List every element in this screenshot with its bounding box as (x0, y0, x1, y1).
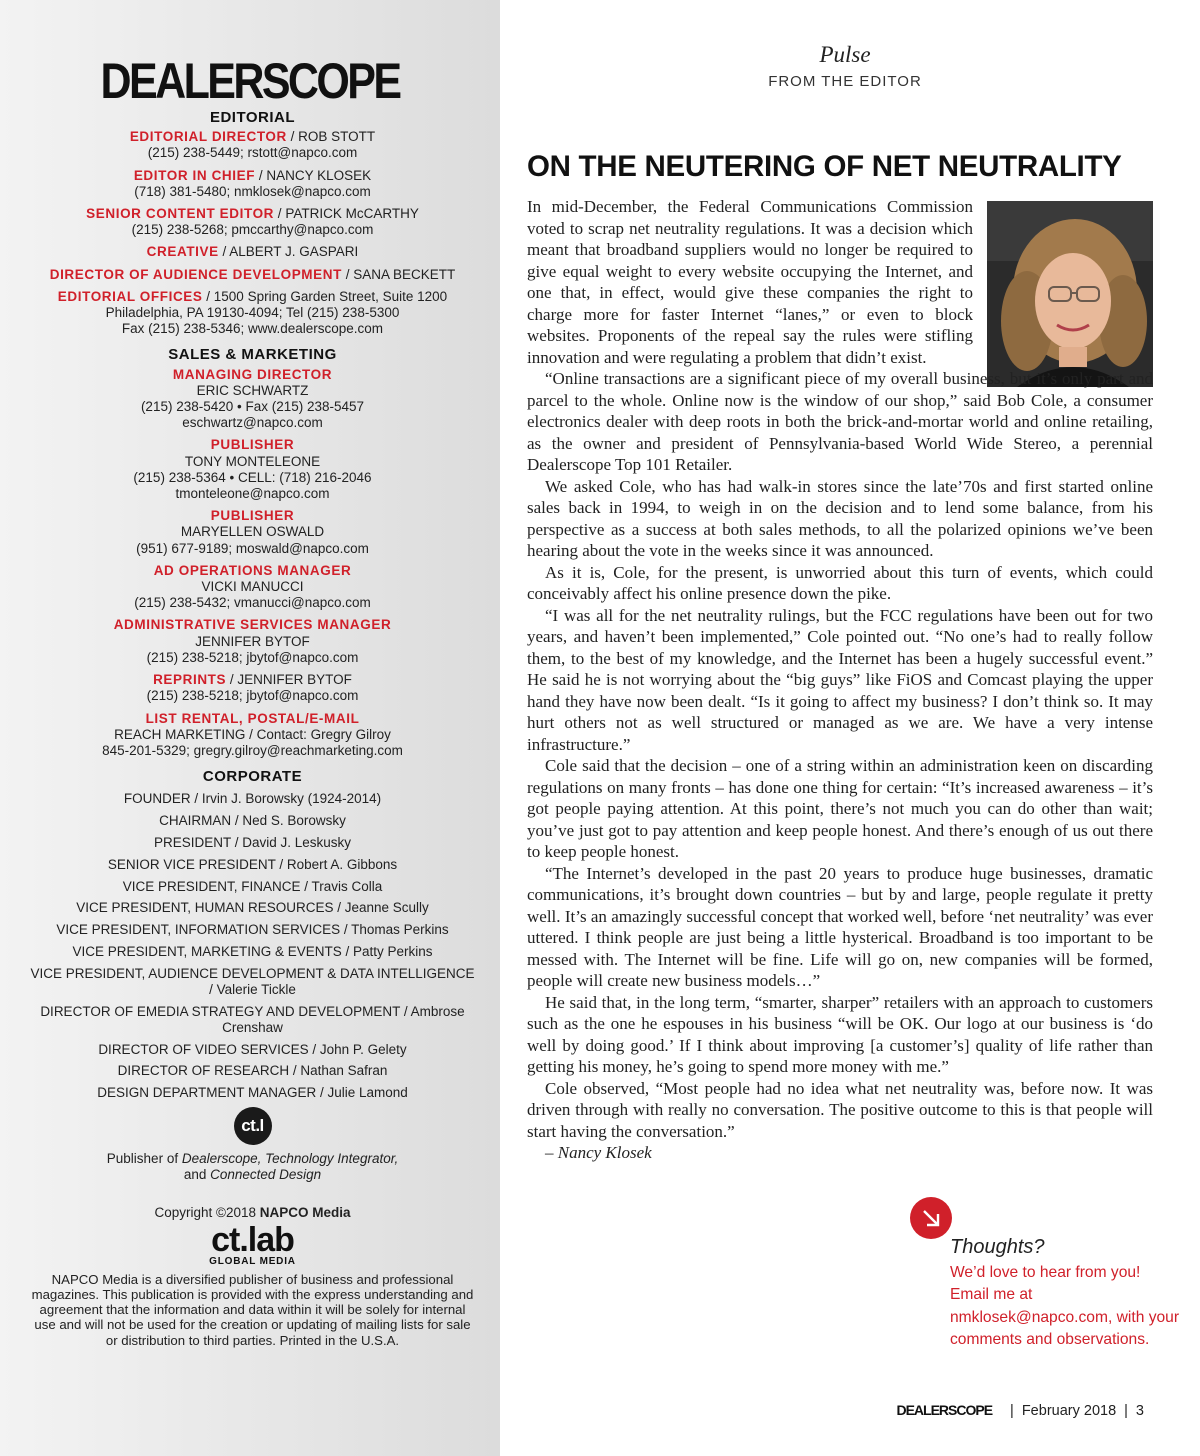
staff-role: ADMINISTRATIVE SERVICES MANAGER (113, 617, 392, 633)
thoughts-text: We’d love to hear from you! Email me at nmklosek@napco.com, with your comments and observations. (950, 1264, 1180, 1349)
staff-detail: MARYELLEN OSWALD (180, 524, 325, 540)
staff-role: LIST RENTAL, POSTAL/E-MAIL (145, 710, 360, 726)
publisher-titles: Dealerscope, Technology Integrator, (181, 1151, 399, 1167)
staff-detail: (215) 238-5218; jbytof@napco.com (146, 649, 359, 665)
corporate-entry: DIRECTOR OF EMEDIA STRATEGY AND DEVELOPMENT / Ambrose Crenshaw (40, 1003, 465, 1035)
corporate-entry: VICE PRESIDENT, INFORMATION SERVICES / Thomas Perkins (56, 922, 449, 938)
corporate-entry: DIRECTOR OF RESEARCH / Nathan Safran (117, 1063, 388, 1079)
article-paragraph: Cole said that the decision – one of a string within an administration keen on discarding regulations on many fronts – has done one thing for certain: “It’s increased awareness – it’s got people paying attention. At this point, there’s not much you can do other than wait; you’ve just got to pay attention and keep people honest. And there’s enough of us out there to keep people honest. (527, 756, 1153, 861)
staff-role: REPRINTS (153, 672, 227, 688)
staff-detail: Philadelphia, PA 19130-4094; Tel (215) 238-5300 (105, 305, 400, 321)
staff-entry (30, 267, 475, 283)
corporate-entry: VICE PRESIDENT, MARKETING & EVENTS / Patty Perkins (72, 943, 433, 959)
staff-role-line (30, 563, 475, 579)
staff-name: PATRICK McCARTHY (285, 206, 419, 222)
staff-role: CREATIVE (146, 244, 219, 260)
publisher-and: and (183, 1167, 211, 1183)
article-paragraph: We asked Cole, who has had walk-in stores since the late’70s and first started online sales back in 1994, to weigh in on the decision and to lend some balance, from his perspective as a success at both sales methods, to all the polarized opinions we’ve been hearing about the vote in the weeks since it was announced. (527, 476, 1153, 560)
staff-name: SANA BECKETT (353, 266, 456, 282)
staff-role-line (30, 267, 475, 283)
article-signoff: – Nancy Klosek (545, 1143, 652, 1162)
separator: / (286, 129, 299, 145)
separator: / (218, 244, 230, 260)
staff-role: PUBLISHER (210, 437, 295, 453)
thoughts-title: Thoughts? (950, 1236, 1045, 1258)
staff-role-line (30, 129, 475, 145)
staff-name: ROB STOTT (298, 129, 376, 145)
staff-entry (30, 367, 475, 432)
staff-detail: (215) 238-5268; pmccarthy@napco.com (131, 222, 374, 238)
page-footer (896, 1402, 1144, 1419)
staff-role-line (30, 367, 475, 383)
section-subtitle: FROM THE EDITOR (768, 73, 922, 90)
publisher-note (30, 1151, 475, 1183)
staff-detail: Fax (215) 238-5346; www.dealerscope.com (121, 321, 384, 337)
staff-detail: (215) 238-5432; vmanucci@napco.com (134, 595, 371, 611)
arrow-down-right-icon (910, 1197, 952, 1239)
staff-role: MANAGING DIRECTOR (172, 366, 333, 382)
staff-entry (30, 672, 475, 704)
editorial-list (30, 129, 475, 337)
article-paragraph: “The Internet’s developed in the past 20 years to produce huge businesses, dramatic communications, it’s brought down countries – but by and large, people regulate it pretty well. It’s an amazingly successful concept that worked well, before ‘net neutrality’ was ever uttered. I think people are just being a little hysterical. Broadband is too important to be messed with. The Internet will be fine. Life will go on, new companies will be formed, people will create new business models…” (527, 863, 1153, 990)
copyright-owner: NAPCO Media (259, 1205, 351, 1221)
ctl-logo-badge: ct.l (234, 1107, 272, 1145)
staff-entry (30, 617, 475, 666)
staff-role: PUBLISHER (210, 508, 295, 524)
separator: / (274, 206, 286, 222)
staff-detail: (951) 677-9189; moswald@napco.com (136, 540, 369, 556)
copyright-prefix: Copyright ©2018 (154, 1205, 260, 1221)
staff-detail: VICKI MANUCCI (201, 579, 304, 595)
staff-detail: JENNIFER BYTOF (195, 633, 310, 649)
separator: / (202, 288, 214, 304)
dealerscope-logo: DEALERSCOPE (100, 53, 400, 109)
staff-detail: (215) 238-5218; jbytof@napco.com (146, 688, 359, 704)
staff-entry (30, 244, 475, 260)
article-paragraph: He said that, in the long term, “smarter, sharper” retailers with an approach to customers such as the one he espouses in his business “will be OK. Our logo at our business is ‘do well by doing good.’ If I think about improving [a customer’s] quality of life rather than getting his money, he’s going to spend more money with me.” (527, 992, 1153, 1076)
staff-entry (30, 711, 475, 760)
corporate-entry: SENIOR VICE PRESIDENT / Robert A. Gibbons (107, 856, 398, 872)
ctlab-subtitle: GLOBAL MEDIA (209, 1255, 296, 1267)
corporate-heading: CORPORATE (202, 768, 303, 786)
staff-name: ALBERT J. GASPARI (229, 244, 359, 260)
separator: / (255, 167, 267, 183)
corporate-entry: PRESIDENT / David J. Leskusky (153, 834, 352, 850)
article-paragraph: As it is, Cole, for the present, is unworried about this turn of events, which could conceivably affect his online presence down the pike. (527, 562, 1153, 603)
staff-name: JENNIFER BYTOF (237, 672, 352, 688)
corporate-list (30, 791, 475, 1101)
sales-heading: SALES & MARKETING (168, 346, 337, 364)
corporate-entry: DESIGN DEPARTMENT MANAGER / Julie Lamond (97, 1085, 408, 1101)
staff-role: AD OPERATIONS MANAGER (153, 562, 352, 578)
staff-name: 1500 Spring Garden Street, Suite 1200 (213, 288, 448, 304)
publisher-prefix: Publisher of (106, 1151, 182, 1167)
page-number: 3 (1135, 1403, 1144, 1419)
staff-detail: (215) 238-5364 • CELL: (718) 216-2046 (133, 469, 372, 485)
staff-detail: 845-201-5329; gregry.gilroy@reachmarketing.com (102, 742, 403, 758)
staff-entry (30, 437, 475, 502)
staff-role-line (30, 206, 475, 222)
copyright-line (30, 1205, 475, 1221)
divider: | (1124, 1403, 1128, 1419)
footer-date: February 2018 (1021, 1403, 1117, 1419)
staff-role-line (30, 289, 475, 305)
staff-role-line (30, 711, 475, 727)
staff-detail: ERIC SCHWARTZ (196, 382, 309, 398)
corporate-entry: DIRECTOR OF VIDEO SERVICES / John P. Gelety (98, 1041, 407, 1057)
article-paragraph: “Online transactions are a significant piece of my overall business, but it’s only part and parcel to the whole. Online now is the window of our shop,” said Bob Cole, a consumer electronics dealer with deep roots in both the brick-and-mortar world and online retailing, as the owner and president of Pennsylvania-based World Wide Stereo, a perennial Dealerscope Top 101 Retailer. (527, 369, 1153, 474)
separator: / (341, 266, 354, 282)
divider: | (1010, 1403, 1014, 1419)
disclaimer-text: NAPCO Media is a diversified publisher of business and professional magazines. This publication is provided with the express understanding and agreement that the information and data within it will be solely for internal use and will not be used for the creation or updating of mailing lists for sale or distribution to third parties. Printed in the U.S.A. (31, 1271, 474, 1348)
staff-detail: (215) 238-5420 • Fax (215) 238-5457 (140, 399, 365, 415)
article-paragraph: In mid-December, the Federal Communications Commission voted to scrap net neutrality regulations. It was a decision which meant that broadband suppliers would no longer be required to give equal weight to every website occupying the Internet, and one that, in effect, would give these companies the right to charge more for faster Internet “lanes,” or even to block websites. Proponents of the repeal say the rules were stifling innovation and were regulating a problem that didn’t exist. (527, 197, 973, 367)
footer-logo: DEALERSCOPE (896, 1402, 993, 1418)
staff-role: EDITOR IN CHIEF (133, 167, 256, 183)
staff-role: EDITORIAL DIRECTOR (129, 129, 287, 145)
publisher-last-title: Connected Design (210, 1167, 322, 1183)
corporate-entry: FOUNDER / Irvin J. Borowsky (1924-2014) (123, 791, 382, 807)
staff-detail: (718) 381-5480; nmklosek@napco.com (134, 183, 371, 199)
staff-detail: eschwartz@napco.com (182, 415, 323, 431)
staff-detail: tmonteleone@napco.com (175, 486, 330, 502)
corporate-entry: VICE PRESIDENT, FINANCE / Travis Colla (122, 878, 383, 894)
staff-role: DIRECTOR OF AUDIENCE DEVELOPMENT (49, 266, 342, 282)
corporate-entry: CHAIRMAN / Ned S. Borowsky (159, 813, 346, 829)
staff-role-line (30, 244, 475, 260)
staff-entry (30, 129, 475, 161)
staff-name: NANCY KLOSEK (266, 167, 372, 183)
staff-entry (30, 508, 475, 557)
section-name: Pulse (819, 42, 871, 67)
staff-role-line (30, 617, 475, 633)
staff-role-line (30, 672, 475, 688)
sales-list (30, 367, 475, 759)
staff-role-line (30, 437, 475, 453)
editorial-heading: EDITORIAL (209, 109, 296, 126)
article-paragraph: Cole observed, “Most people had no idea what net neutrality was, before now. It was driven through with really no conversation. The positive outcome to this is that people will start having the conversation.” (527, 1078, 1153, 1141)
staff-entry (30, 289, 475, 338)
article-paragraph: “I was all for the net neutrality rulings, but the FCC regulations have been out for two years, and haven’t been implemented,” Cole pointed out. “No one’s had to really follow them, to the best of my knowledge, and the Internet has been a hugely successful event.” He said he is not worrying about the “big guys” like FiOS and Comcast playing the upper hand they have now been dealt. “Is it going to affect my business? I don’t think so. It may hurt others not as well structured or managed as we are. We have a very intense infrastructure.” (527, 605, 1153, 754)
article-body (527, 196, 1153, 1164)
staff-role: EDITORIAL OFFICES (57, 288, 203, 304)
staff-entry (30, 563, 475, 612)
ctlab-logo: ct.lab (211, 1220, 294, 1259)
corporate-entry: VICE PRESIDENT, AUDIENCE DEVELOPMENT & DATA INTELLIGENCE / Valerie Tickle (30, 965, 475, 997)
staff-role: SENIOR CONTENT EDITOR (86, 206, 275, 222)
staff-entry (30, 168, 475, 200)
staff-role-line (30, 168, 475, 184)
separator: / (226, 672, 238, 688)
staff-detail: TONY MONTELEONE (184, 453, 321, 469)
masthead-staff-list (30, 110, 475, 1348)
staff-detail: REACH MARKETING / Contact: Gregry Gilroy (114, 726, 391, 742)
staff-detail: (215) 238-5449; rstott@napco.com (147, 145, 358, 161)
staff-entry (30, 206, 475, 238)
article-headline: ON THE NEUTERING OF NET NEUTRALITY (527, 150, 1122, 183)
corporate-entry: VICE PRESIDENT, HUMAN RESOURCES / Jeanne Scully (76, 900, 429, 916)
staff-role-line (30, 508, 475, 524)
